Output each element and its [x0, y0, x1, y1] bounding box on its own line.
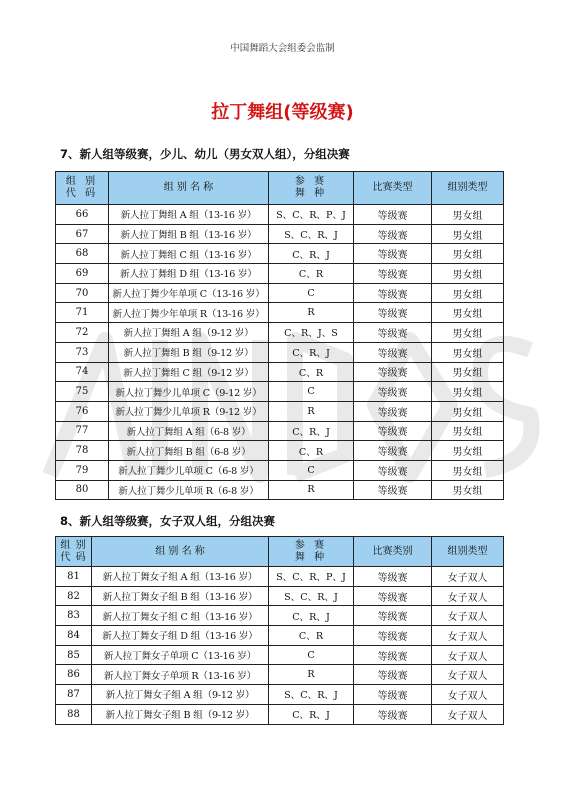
cell-code: 66: [56, 205, 109, 225]
cell-dances: C、R、J: [269, 606, 354, 626]
cell-code: 88: [56, 704, 92, 724]
cell-dances: C、R: [269, 441, 354, 461]
cell-dances: S、C、R、J: [269, 685, 354, 705]
cell-group-type: 女子双人: [432, 704, 504, 724]
cell-group-type: 女子双人: [432, 626, 504, 646]
cell-group-name: 新人拉丁舞女子组 B 组（13-16 岁）: [92, 586, 269, 606]
cell-group-name: 新人拉丁舞组 B 组（9-12 岁）: [109, 342, 269, 362]
cell-dances: C、R、J: [269, 342, 354, 362]
cell-group-name: 新人拉丁舞少年单项 R（13-16 岁）: [109, 303, 269, 323]
cell-code: 77: [56, 421, 109, 441]
cell-dances: C: [269, 382, 354, 402]
cell-contest-type: 等级赛: [354, 460, 432, 480]
cell-dances: C、R: [269, 362, 354, 382]
cell-code: 86: [56, 665, 92, 685]
cell-dances: S、C、R、P、J: [269, 567, 354, 587]
cell-contest-type: 等级赛: [354, 342, 432, 362]
cell-group-name: 新人拉丁舞女子组 A 组（13-16 岁）: [92, 567, 269, 587]
cell-group-name: 新人拉丁舞少儿单项 R（9-12 岁）: [109, 401, 269, 421]
table-row: [56, 323, 504, 343]
cell-code: 87: [56, 685, 92, 705]
cell-group-type: 男女组: [432, 441, 504, 461]
cell-group-name: 新人拉丁舞女子单项 C（13-16 岁）: [92, 645, 269, 665]
cell-dances: R: [269, 401, 354, 421]
cell-contest-type: 等级赛: [354, 704, 432, 724]
cell-dances: C、R: [269, 626, 354, 646]
cell-dances: C、R、J: [269, 244, 354, 264]
cell-code: 85: [56, 645, 92, 665]
cell-code: 73: [56, 342, 109, 362]
cell-contest-type: 等级赛: [354, 205, 432, 225]
cell-group-name: 新人拉丁舞组 D 组（13-16 岁）: [109, 264, 269, 284]
cell-code: 80: [56, 480, 109, 500]
cell-code: 84: [56, 626, 92, 646]
cell-group-type: 女子双人: [432, 645, 504, 665]
cell-dances: S、C、R、J: [269, 224, 354, 244]
col-header-group-type: 组别类型: [432, 172, 504, 205]
col-header-code: 组 别 代 码: [56, 537, 92, 567]
section2-heading: 8、新人组等级赛，女子双人组，分组决赛: [60, 514, 275, 528]
cell-group-name: 新人拉丁舞女子组 D 组（13-16 岁）: [92, 626, 269, 646]
cell-group-type: 男女组: [432, 421, 504, 441]
section1-table: [55, 171, 504, 500]
cell-group-type: 男女组: [432, 205, 504, 225]
col-header-code: 组 别 代 码: [56, 172, 109, 205]
cell-group-type: 女子双人: [432, 606, 504, 626]
cell-group-type: 男女组: [432, 264, 504, 284]
cell-group-type: 女子双人: [432, 586, 504, 606]
col-header-contest-type: 比赛类别: [354, 537, 432, 567]
section1-heading: 7、新人组等级赛，少儿、幼儿（男女双人组），分组决赛: [60, 147, 350, 161]
cell-group-name: 新人拉丁舞女子组 C 组（13-16 岁）: [92, 606, 269, 626]
cell-group-type: 女子双人: [432, 685, 504, 705]
table-row: [56, 626, 504, 646]
cell-dances: R: [269, 480, 354, 500]
cell-dances: S、C、R、P、J: [269, 205, 354, 225]
cell-contest-type: 等级赛: [354, 283, 432, 303]
table-row: [56, 264, 504, 284]
cell-group-type: 男女组: [432, 480, 504, 500]
cell-contest-type: 等级赛: [354, 421, 432, 441]
cell-code: 76: [56, 401, 109, 421]
table-row: [56, 342, 504, 362]
cell-group-name: 新人拉丁舞组 A 组（6-8 岁）: [109, 421, 269, 441]
table-row: [56, 567, 504, 587]
table-row: [56, 606, 504, 626]
table-row: [56, 283, 504, 303]
cell-group-type: 男女组: [432, 460, 504, 480]
cell-contest-type: 等级赛: [354, 645, 432, 665]
cell-group-name: 新人拉丁舞组 B 组（13-16 岁）: [109, 224, 269, 244]
cell-dances: R: [269, 303, 354, 323]
cell-contest-type: 等级赛: [354, 567, 432, 587]
table-row: [56, 303, 504, 323]
cell-code: 68: [56, 244, 109, 264]
cell-group-type: 男女组: [432, 323, 504, 343]
table-row: [56, 421, 504, 441]
cell-code: 79: [56, 460, 109, 480]
cell-contest-type: 等级赛: [354, 441, 432, 461]
cell-contest-type: 等级赛: [354, 685, 432, 705]
section2-table: [55, 536, 504, 725]
table-row: [56, 685, 504, 705]
cell-dances: C: [269, 460, 354, 480]
col-header-name: 组 别 名 称: [92, 537, 269, 567]
table-row: [56, 665, 504, 685]
cell-dances: C: [269, 283, 354, 303]
cell-group-name: 新人拉丁舞少年单项 C（13-16 岁）: [109, 283, 269, 303]
cell-contest-type: 等级赛: [354, 586, 432, 606]
cell-group-name: 新人拉丁舞组 C 组（13-16 岁）: [109, 244, 269, 264]
cell-group-type: 男女组: [432, 224, 504, 244]
table-row: [56, 441, 504, 461]
col-header-dance: 参 赛 舞 种: [269, 537, 354, 567]
cell-group-name: 新人拉丁舞少儿单项 C（6-8 岁）: [109, 460, 269, 480]
cell-group-type: 男女组: [432, 382, 504, 402]
cell-dances: C、R、J: [269, 421, 354, 441]
cell-group-type: 男女组: [432, 244, 504, 264]
table-row: [56, 382, 504, 402]
cell-group-type: 男女组: [432, 283, 504, 303]
cell-group-type: 男女组: [432, 362, 504, 382]
table-row: [56, 460, 504, 480]
cell-dances: R: [269, 665, 354, 685]
cell-code: 83: [56, 606, 92, 626]
cell-code: 74: [56, 362, 109, 382]
cell-contest-type: 等级赛: [354, 244, 432, 264]
cell-group-name: 新人拉丁舞女子单项 R（13-16 岁）: [92, 665, 269, 685]
cell-code: 72: [56, 323, 109, 343]
cell-group-name: 新人拉丁舞少儿单项 R（6-8 岁）: [109, 480, 269, 500]
cell-code: 69: [56, 264, 109, 284]
col-header-group-type: 组别类型: [432, 537, 504, 567]
cell-group-name: 新人拉丁舞女子组 A 组（9-12 岁）: [92, 685, 269, 705]
cell-group-type: 男女组: [432, 342, 504, 362]
cell-group-type: 男女组: [432, 303, 504, 323]
cell-contest-type: 等级赛: [354, 362, 432, 382]
document-header: 中国舞蹈大会组委会监制: [230, 43, 335, 54]
cell-contest-type: 等级赛: [354, 401, 432, 421]
cell-code: 75: [56, 382, 109, 402]
cell-group-name: 新人拉丁舞组 C 组（9-12 岁）: [109, 362, 269, 382]
cell-code: 71: [56, 303, 109, 323]
table-row: [56, 244, 504, 264]
cell-group-type: 女子双人: [432, 665, 504, 685]
table-row: [56, 586, 504, 606]
cell-code: 78: [56, 441, 109, 461]
table-row: [56, 224, 504, 244]
cell-group-type: 女子双人: [432, 567, 504, 587]
cell-code: 81: [56, 567, 92, 587]
cell-contest-type: 等级赛: [354, 303, 432, 323]
cell-contest-type: 等级赛: [354, 264, 432, 284]
page-title: 拉丁舞组(等级赛): [211, 102, 354, 123]
cell-contest-type: 等级赛: [354, 626, 432, 646]
cell-group-name: 新人拉丁舞组 B 组（6-8 岁）: [109, 441, 269, 461]
cell-group-type: 男女组: [432, 401, 504, 421]
table-row: [56, 480, 504, 500]
cell-contest-type: 等级赛: [354, 224, 432, 244]
cell-code: 82: [56, 586, 92, 606]
col-header-name: 组 别 名 称: [109, 172, 269, 205]
table-row: [56, 362, 504, 382]
cell-dances: C、R: [269, 264, 354, 284]
cell-dances: S、C、R、J: [269, 586, 354, 606]
cell-contest-type: 等级赛: [354, 480, 432, 500]
cell-code: 70: [56, 283, 109, 303]
cell-group-name: 新人拉丁舞组 A 组（9-12 岁）: [109, 323, 269, 343]
cell-group-name: 新人拉丁舞女子组 B 组（9-12 岁）: [92, 704, 269, 724]
col-header-contest-type: 比赛类型: [354, 172, 432, 205]
cell-contest-type: 等级赛: [354, 606, 432, 626]
table-row: [56, 704, 504, 724]
table-row: [56, 401, 504, 421]
cell-dances: C: [269, 645, 354, 665]
cell-dances: C、R、J、S: [269, 323, 354, 343]
col-header-dance: 参 赛 舞 种: [269, 172, 354, 205]
cell-group-name: 新人拉丁舞组 A 组（13-16 岁）: [109, 205, 269, 225]
cell-dances: C、R、J: [269, 704, 354, 724]
cell-contest-type: 等级赛: [354, 323, 432, 343]
cell-code: 67: [56, 224, 109, 244]
cell-group-name: 新人拉丁舞少儿单项 C（9-12 岁）: [109, 382, 269, 402]
cell-contest-type: 等级赛: [354, 382, 432, 402]
cell-contest-type: 等级赛: [354, 665, 432, 685]
table-row: [56, 645, 504, 665]
table-row: [56, 205, 504, 225]
